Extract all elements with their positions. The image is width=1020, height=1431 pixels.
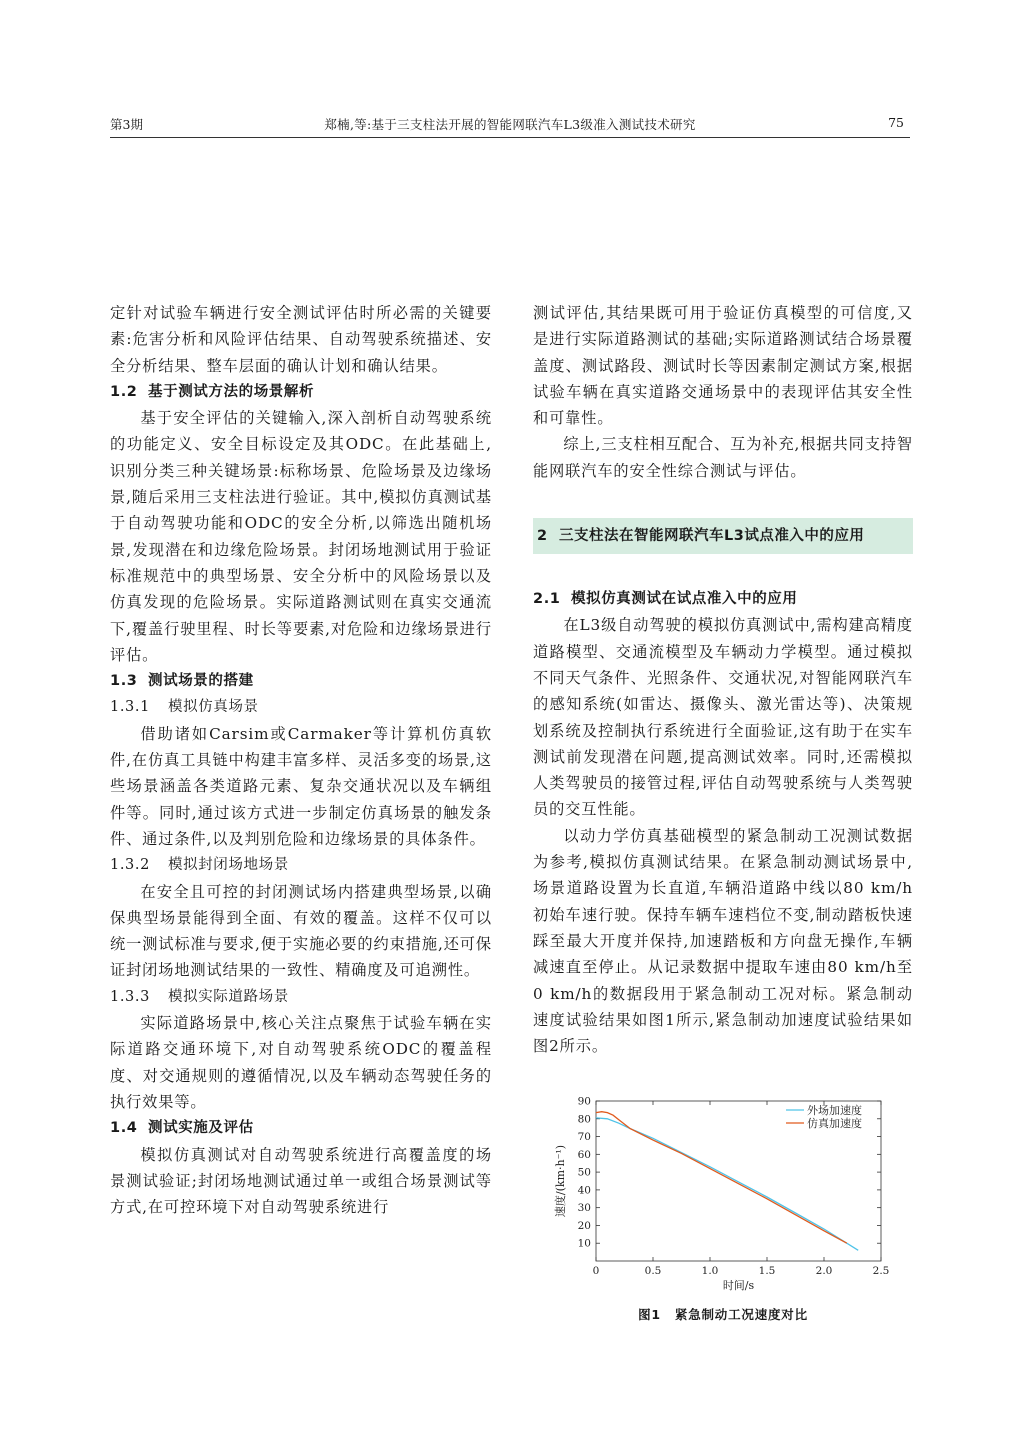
y-tick-label: 20	[577, 1219, 591, 1232]
series-line-2	[596, 1112, 847, 1244]
running-title: 郑楠,等:基于三支柱法开展的智能网联汽车L3级准入测试技术研究	[324, 117, 696, 132]
figure-1	[548, 1093, 898, 1293]
x-tick-label: 0	[592, 1265, 600, 1277]
x-tick-label: 1.5	[758, 1265, 776, 1277]
issue-number: 第3期	[110, 117, 143, 132]
heading-text: 测试场景的搭建	[148, 673, 254, 690]
heading-text: 模拟封闭场地场景	[168, 857, 289, 874]
y-tick-label: 40	[577, 1184, 591, 1197]
heading-1-4	[110, 1115, 492, 1141]
paragraph-continued: 定针对试验车辆进行安全测试评估时所必需的关键要素:危害分析和风险评估结果、自动驾驶系统描述、安全分析结果、整车层面的确认计划和确认结果。	[110, 304, 492, 375]
figure-label: 图1	[638, 1307, 661, 1322]
x-tick-label: 2.0	[815, 1265, 833, 1277]
heading-text: 模拟仿真测试在试点准入中的应用	[571, 591, 798, 608]
page-number: 75	[888, 115, 904, 130]
running-header	[110, 111, 910, 138]
x-tick-label: 1.0	[701, 1265, 719, 1277]
heading-text: 模拟实际道路场景	[168, 988, 289, 1005]
heading-number: 2.1	[533, 591, 561, 608]
series-line-1	[596, 1118, 858, 1250]
heading-2-1	[533, 586, 913, 612]
heading-text: 基于测试方法的场景解析	[148, 383, 315, 400]
paragraph: 基于安全评估的关键输入,深入剖析自动驾驶系统的功能定义、安全目标设定及其ODC。在此基础上,识别分类三种关键场景:标称场景、危险场景及边缘场景,随后采用三支柱法进行验证。其中,模拟仿真测试基于自动驾驶功能和ODC的安全分析,以筛选出随机场景,发现潜在和边缘危险场景。封闭场地测试用于验证标准规范中的典型场景、安全分析中的风险场景以及仿真发现的危险场景。实际道路测试则在真实交通流下,覆盖行驶里程、时长等要素,对危险和边缘场景进行评估。	[110, 409, 492, 664]
paragraph: 借助诸如Carsim或Carmaker等计算机仿真软件,在仿真工具链中构建丰富多样、灵活多变的场景,这些场景涵盖各类道路元素、复杂交通状况以及车辆组件等。同时,通过该方式进一步制定仿真场景的触发条件、通过条件,以及判别危险和边缘场景的具体条件。	[110, 724, 492, 848]
figure-caption	[533, 1305, 913, 1323]
heading-number: 1.3	[110, 673, 138, 690]
heading-1-2	[110, 379, 492, 405]
heading-1-3-1	[110, 694, 492, 720]
speed-comparison-chart	[548, 1093, 898, 1293]
y-tick-label: 90	[577, 1095, 591, 1108]
x-tick-label: 2.5	[872, 1265, 890, 1277]
paragraph: 模拟仿真测试对自动驾驶系统进行高覆盖度的场景测试验证;封闭场地测试通过单一或组合场景测试等方式,在可控环境下对自动驾驶系统进行	[110, 1145, 492, 1217]
heading-number: 2	[537, 528, 548, 545]
y-tick-label: 60	[577, 1148, 591, 1161]
heading-text: 模拟仿真场景	[168, 699, 259, 716]
y-tick-label: 80	[577, 1113, 591, 1126]
legend-label-1: 外场加速度	[807, 1104, 862, 1117]
paragraph-continued: 测试评估,其结果既可用于验证仿真模型的可信度,又是进行实际道路测试的基础;实际道路测试结合场景覆盖度、测试路段、测试时长等因素制定测试方案,根据试验车辆在真实道路交通场景中的表现评估其安全性和可靠性。	[533, 304, 913, 428]
heading-text: 测试实施及评估	[148, 1120, 254, 1137]
paragraph: 实际道路场景中,核心关注点聚焦于试验车辆在实际道路交通环境下,对自动驾驶系统ODC的覆盖程度、对交通规则的遵循情况,以及车辆动态驾驶任务的执行效果等。	[110, 1014, 492, 1111]
legend-label-2: 仿真加速度	[807, 1117, 862, 1130]
section-2-heading	[533, 518, 913, 554]
heading-number: 1.2	[110, 383, 138, 400]
x-axis-label: 时间/s	[722, 1279, 755, 1292]
heading-1-3-2	[110, 852, 492, 878]
heading-number: 1.4	[110, 1120, 138, 1137]
heading-number: 1.3.3	[110, 988, 150, 1005]
y-tick-label: 30	[577, 1202, 591, 1215]
heading-number: 1.3.1	[110, 699, 150, 716]
heading-1-3-3	[110, 984, 492, 1010]
x-tick-label: 0.5	[644, 1265, 662, 1277]
paragraph: 在L3级自动驾驶的模拟仿真测试中,需构建高精度道路模型、交通流模型及车辆动力学模型。通过模拟不同天气条件、光照条件、交通状况,对智能网联汽车的感知系统(如雷达、摄像头、激光雷达等)、决策规划系统及控制执行系统进行全面验证,这有助于在实车测试前发现潜在问题,提高测试效率。同时,还需模拟人类驾驶员的接管过程,评估自动驾驶系统与人类驾驶员的交互性能。	[533, 616, 913, 819]
y-tick-label: 50	[577, 1166, 591, 1179]
heading-text: 三支柱法在智能网联汽车L3试点准入中的应用	[559, 528, 865, 545]
heading-number: 1.3.2	[110, 857, 150, 874]
y-tick-label: 70	[577, 1131, 591, 1144]
y-axis-label: 速度/(km·h⁻¹)	[554, 1144, 567, 1218]
paragraph: 在安全且可控的封闭测试场内搭建典型场景,以确保典型场景能得到全面、有效的覆盖。这样不仅可以统一测试标准与要求,便于实施必要的约束措施,还可保证封闭场地测试结果的一致性、精确度及可追溯性。	[110, 882, 492, 980]
left-column	[110, 300, 492, 1220]
heading-1-3	[110, 668, 492, 694]
paragraph: 以动力学仿真基础模型的紧急制动工况测试数据为参考,模拟仿真测试结果。在紧急制动测试场景中,场景道路设置为长直道,车辆沿道路中线以80 km/h初始车速行驶。保持车辆车速档位不变,制动踏板快速踩至最大开度并保持,加速踏板和方向盘无操作,车辆减速直至停止。从记录数据中提取车速由80 km/h至0 km/h的数据段用于紧急制动工况对标。紧急制动速度试验结果如图1所示,紧急制动加速度试验结果如图2所示。	[533, 826, 913, 1056]
right-column	[533, 300, 913, 1059]
figure-caption-text: 紧急制动工况速度对比	[674, 1307, 808, 1322]
paragraph: 综上,三支柱相互配合、互为补充,根据共同支持智能网联汽车的安全性综合测试与评估。	[533, 435, 913, 480]
y-tick-label: 10	[577, 1237, 591, 1250]
